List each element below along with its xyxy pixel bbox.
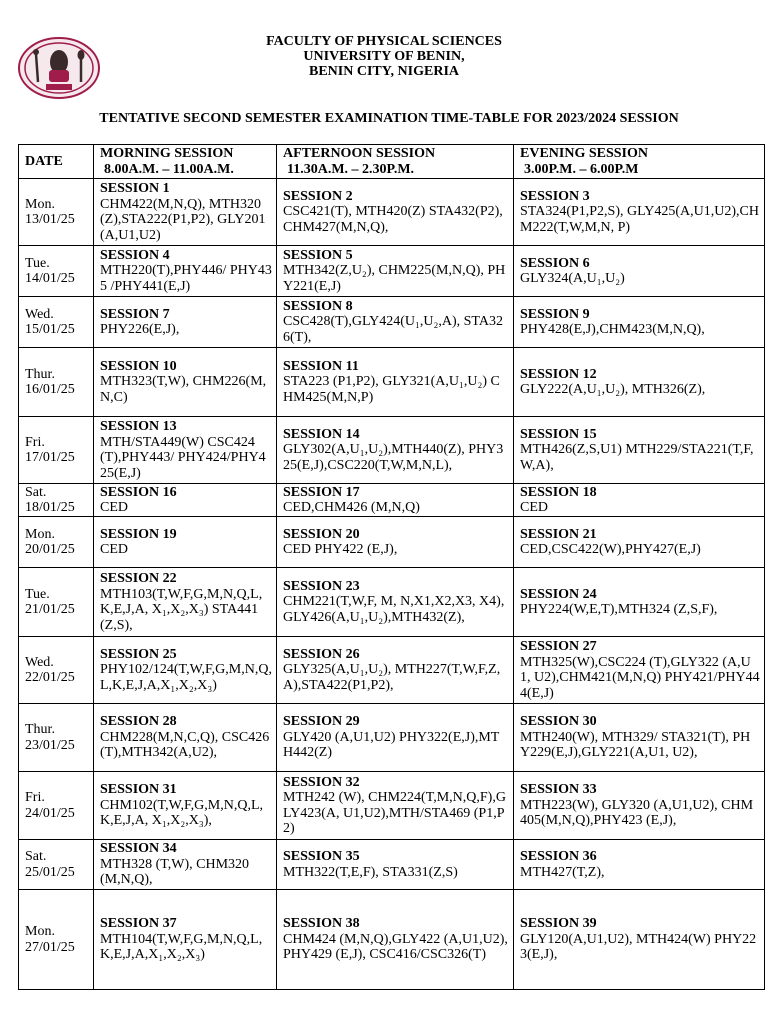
table-row	[19, 704, 765, 772]
morning-session-cell	[94, 484, 277, 517]
course-list: MTH104(T,W,F,G,M,N,Q,L,K,E,J,A,X₁,X₂,X₃)	[100, 931, 263, 963]
date-cell	[19, 517, 94, 568]
morning-session-cell	[94, 417, 277, 484]
table-row	[19, 348, 765, 417]
session-label: SESSION 18	[520, 484, 597, 500]
course-list: GLY325(A,U₁,U₂), MTH227(T,W,F,Z,A),STA422(P1,P2),	[283, 662, 501, 693]
session-label: SESSION 7	[100, 306, 170, 322]
afternoon-session-cell	[277, 704, 514, 772]
session-label: SESSION 10	[100, 358, 177, 374]
morning-session-cell	[94, 704, 277, 772]
course-list: CHM422(M,N,Q), MTH320(Z),STA222(P1,P2), GLY201(A,U1,U2)	[100, 196, 266, 243]
morning-session-cell	[94, 246, 277, 297]
course-list: MTH103(T,W,F,G,M,N,Q,L,K,E,J,A, X₁,X₂,X₃) STA441(Z,S),	[100, 586, 263, 633]
course-list: CED PHY422 (E,J),	[283, 542, 398, 557]
evening-session-cell	[514, 840, 765, 890]
date-cell	[19, 637, 94, 704]
session-label: SESSION 22	[100, 571, 177, 586]
afternoon-session-cell	[277, 890, 514, 990]
morning-session-cell	[94, 772, 277, 840]
day-label: Sat.	[25, 849, 47, 864]
morning-column-header	[94, 145, 277, 179]
morning-header-label: MORNING SESSION	[100, 146, 234, 161]
afternoon-session-cell	[277, 517, 514, 568]
afternoon-header-label: AFTERNOON SESSION	[283, 146, 436, 161]
date-cell	[19, 179, 94, 246]
course-list: PHY102/124(T,W,F,G,M,N,Q,L,K,E,J,A,X₁,X₂,X₃)	[100, 662, 272, 693]
session-label: SESSION 19	[100, 526, 177, 542]
course-list: MTH325(W),CSC224 (T),GLY322 (A,U1, U2),CHM421(M,N,Q) PHY421/PHY444(E,J)	[520, 654, 760, 701]
course-list: CHM228(M,N,C,Q), CSC426(T),MTH342(A,U2),	[100, 729, 270, 761]
session-label: SESSION 25	[100, 646, 177, 662]
day-label: Wed.	[25, 654, 54, 670]
morning-session-cell	[94, 348, 277, 417]
date-cell	[19, 297, 94, 348]
session-label: SESSION 2	[283, 188, 353, 204]
session-label: SESSION 21	[520, 526, 597, 542]
date-label: 15/01/25	[25, 322, 75, 337]
date-label: 21/01/25	[25, 602, 75, 617]
table-header-row	[19, 145, 765, 179]
table-row	[19, 772, 765, 840]
session-label: SESSION 13	[100, 419, 177, 434]
course-list: GLY324(A,U₁,U₂)	[520, 271, 625, 286]
session-label: SESSION 35	[283, 849, 360, 864]
day-label: Thur.	[25, 722, 55, 737]
course-list: MTH427(T,Z),	[520, 864, 605, 880]
day-label: Thur.	[25, 366, 55, 382]
date-column-header	[19, 145, 94, 179]
evening-session-cell	[514, 517, 765, 568]
evening-session-cell	[514, 484, 765, 517]
university-heading: UNIVERSITY OF BENIN,	[303, 49, 465, 64]
evening-session-cell	[514, 417, 765, 484]
date-cell	[19, 348, 94, 417]
course-list: MTH242 (W), CHM224(T,M,N,Q,F),GLY423(A, U1,U2),MTH/STA469 (P1,P2)	[283, 790, 506, 836]
session-label: SESSION 12	[520, 366, 597, 382]
date-cell	[19, 484, 94, 517]
evening-session-cell	[514, 246, 765, 297]
afternoon-session-cell	[277, 568, 514, 637]
date-cell	[19, 772, 94, 840]
timetable-body	[19, 179, 765, 990]
day-label: Fri.	[25, 434, 45, 450]
afternoon-session-cell	[277, 246, 514, 297]
course-list: CHM102(T,W,F,G,M,N,Q,L,K,E,J,A, X₁,X₂,X₃),	[100, 797, 263, 829]
session-label: SESSION 8	[283, 298, 353, 314]
table-row	[19, 297, 765, 348]
day-label: Mon.	[25, 526, 55, 542]
evening-session-cell	[514, 772, 765, 840]
course-list: CSC421(T), MTH420(Z) STA432(P2), CHM427(M,N,Q),	[283, 204, 503, 235]
evening-session-cell	[514, 890, 765, 990]
course-list: GLY420 (A,U1,U2) PHY322(E,J),MTH442(Z)	[283, 729, 500, 761]
table-row	[19, 637, 765, 704]
session-label: SESSION 15	[520, 426, 597, 442]
afternoon-session-cell	[277, 772, 514, 840]
course-list: MTH328 (T,W), CHM320 (M,N,Q),	[100, 856, 250, 888]
evening-session-cell	[514, 179, 765, 246]
course-list: MTH240(W), MTH329/ STA321(T), PHY229(E,J),GLY221(A,U1, U2),	[520, 729, 751, 761]
session-label: SESSION 23	[283, 578, 360, 594]
session-label: SESSION 27	[520, 639, 597, 654]
date-label: 18/01/25	[25, 500, 75, 515]
date-cell	[19, 246, 94, 297]
date-label: 16/01/25	[25, 382, 75, 397]
session-label: SESSION 29	[283, 714, 360, 730]
table-row	[19, 246, 765, 297]
course-list: MTH220(T),PHY446/ PHY435 /PHY441(E,J)	[100, 263, 272, 294]
date-label: 27/01/25	[25, 939, 75, 955]
timetable-title: TENTATIVE SECOND SEMESTER EXAMINATION TIME-TABLE FOR 2023/2024 SESSION	[99, 111, 679, 126]
date-label: 14/01/25	[25, 271, 75, 286]
session-label: SESSION 11	[283, 358, 359, 374]
session-label: SESSION 20	[283, 526, 360, 542]
table-row	[19, 568, 765, 637]
day-label: Tue.	[25, 255, 50, 271]
city-heading: BENIN CITY, NIGERIA	[308, 64, 460, 79]
session-label: SESSION 34	[100, 841, 177, 857]
session-label: SESSION 17	[283, 484, 360, 500]
course-list: MTH322(T,E,F), STA331(Z,S)	[283, 864, 458, 880]
day-label: Mon.	[25, 924, 55, 939]
course-list: MTH342(Z,U₂), CHM225(M,N,Q), PHY221(E,J)	[283, 263, 506, 294]
table-row	[19, 484, 765, 517]
course-list: MTH426(Z,S,U1) MTH229/STA221(T,F,W,A),	[520, 442, 754, 473]
table-row	[19, 840, 765, 890]
morning-session-cell	[94, 179, 277, 246]
course-list: PHY226(E,J),	[100, 322, 180, 337]
afternoon-time-label: 11.30A.M. – 2.30P.M.	[287, 161, 415, 177]
day-label: Mon.	[25, 196, 55, 212]
table-row	[19, 517, 765, 568]
course-list: CED,CHM426 (M,N,Q)	[283, 500, 420, 515]
date-cell	[19, 840, 94, 890]
afternoon-session-cell	[277, 484, 514, 517]
course-list: PHY428(E,J),CHM423(M,N,Q),	[520, 322, 705, 337]
date-cell	[19, 704, 94, 772]
evening-header-label: EVENING SESSION	[520, 146, 648, 161]
morning-session-cell	[94, 568, 277, 637]
session-label: SESSION 4	[100, 247, 170, 263]
afternoon-session-cell	[277, 297, 514, 348]
session-label: SESSION 6	[520, 255, 590, 271]
course-list: GLY302(A,U₁,U₂),MTH440(Z), PHY325(E,J),CSC220(T,W,M,N,L),	[283, 442, 504, 473]
course-list: CHM221(T,W,F, M, N,X1,X2,X3, X4),GLY426(A,U₁,U₂),MTH432(Z),	[283, 594, 505, 625]
date-label: 20/01/25	[25, 542, 75, 557]
course-list: GLY120(A,U1,U2), MTH424(W) PHY223(E,J),	[520, 931, 757, 963]
session-label: SESSION 9	[520, 306, 590, 322]
course-list: CED	[520, 500, 548, 515]
session-label: SESSION 28	[100, 714, 177, 730]
course-list: MTH323(T,W), CHM226(M,N,C)	[100, 374, 267, 405]
day-label: Tue.	[25, 586, 50, 602]
day-label: Wed.	[25, 306, 54, 322]
afternoon-column-header	[277, 145, 514, 179]
morning-session-cell	[94, 297, 277, 348]
session-label: SESSION 36	[520, 849, 597, 864]
course-list: CED	[100, 542, 128, 557]
session-label: SESSION 24	[520, 586, 597, 602]
session-label: SESSION 31	[100, 782, 177, 798]
morning-session-cell	[94, 517, 277, 568]
date-label: 22/01/25	[25, 670, 75, 685]
afternoon-session-cell	[277, 840, 514, 890]
date-cell	[19, 890, 94, 990]
date-cell	[19, 568, 94, 637]
course-list: CHM424 (M,N,Q),GLY422 (A,U1,U2),PHY429 (E,J), CSC416/CSC326(T)	[283, 931, 508, 963]
table-row	[19, 179, 765, 246]
session-label: SESSION 5	[283, 247, 353, 263]
date-label: 13/01/25	[25, 212, 75, 227]
exam-timetable	[18, 144, 765, 990]
session-label: SESSION 33	[520, 782, 597, 798]
morning-session-cell	[94, 637, 277, 704]
session-label: SESSION 14	[283, 426, 360, 442]
course-list: PHY224(W,E,T),MTH324 (Z,S,F),	[520, 602, 718, 617]
afternoon-session-cell	[277, 637, 514, 704]
evening-time-label: 3.00P.M. – 6.00P.M	[524, 161, 639, 177]
evening-column-header	[514, 145, 765, 179]
table-row	[19, 417, 765, 484]
session-label: SESSION 26	[283, 646, 360, 662]
morning-session-cell	[94, 890, 277, 990]
session-label: SESSION 39	[520, 916, 597, 932]
faculty-heading: FACULTY OF PHYSICAL SCIENCES	[266, 34, 502, 49]
evening-session-cell	[514, 704, 765, 772]
afternoon-session-cell	[277, 179, 514, 246]
course-list: CSC428(T),GLY424(U₁,U₂,A), STA326(T),	[283, 314, 503, 345]
afternoon-session-cell	[277, 417, 514, 484]
date-label: 23/01/25	[25, 737, 75, 753]
session-label: SESSION 38	[283, 916, 360, 932]
evening-session-cell	[514, 637, 765, 704]
evening-session-cell	[514, 297, 765, 348]
session-label: SESSION 16	[100, 484, 177, 500]
table-row	[19, 890, 765, 990]
date-cell	[19, 417, 94, 484]
date-label: 25/01/25	[25, 864, 75, 880]
morning-time-label: 8.00A.M. – 11.00A.M.	[104, 161, 234, 177]
session-label: SESSION 3	[520, 188, 590, 204]
session-label: SESSION 30	[520, 714, 597, 730]
course-list: MTH/STA449(W) CSC424(T),PHY443/ PHY424/PHY425(E,J)	[100, 434, 266, 481]
evening-session-cell	[514, 348, 765, 417]
course-list: CED	[100, 500, 128, 515]
date-header-label: DATE	[25, 154, 63, 170]
date-label: 17/01/25	[25, 450, 75, 465]
course-list: CED,CSC422(W),PHY427(E,J)	[520, 542, 701, 557]
course-list: STA324(P1,P2,S), GLY425(A,U1,U2),CHM222(T,W,M,N, P)	[520, 204, 759, 235]
course-list: MTH223(W), GLY320 (A,U1,U2), CHM405(M,N,Q),PHY423 (E,J),	[520, 797, 754, 829]
evening-session-cell	[514, 568, 765, 637]
course-list: GLY222(A,U₁,U₂), MTH326(Z),	[520, 382, 706, 397]
afternoon-session-cell	[277, 348, 514, 417]
date-label: 24/01/25	[25, 805, 75, 821]
day-label: Sat.	[25, 484, 47, 500]
session-label: SESSION 32	[283, 774, 360, 790]
session-label: SESSION 37	[100, 916, 177, 932]
course-list: STA223 (P1,P2), GLY321(A,U₁,U₂) CHM425(M,N,P)	[283, 374, 500, 405]
session-label: SESSION 1	[100, 181, 170, 196]
morning-session-cell	[94, 840, 277, 890]
day-label: Fri.	[25, 790, 45, 805]
